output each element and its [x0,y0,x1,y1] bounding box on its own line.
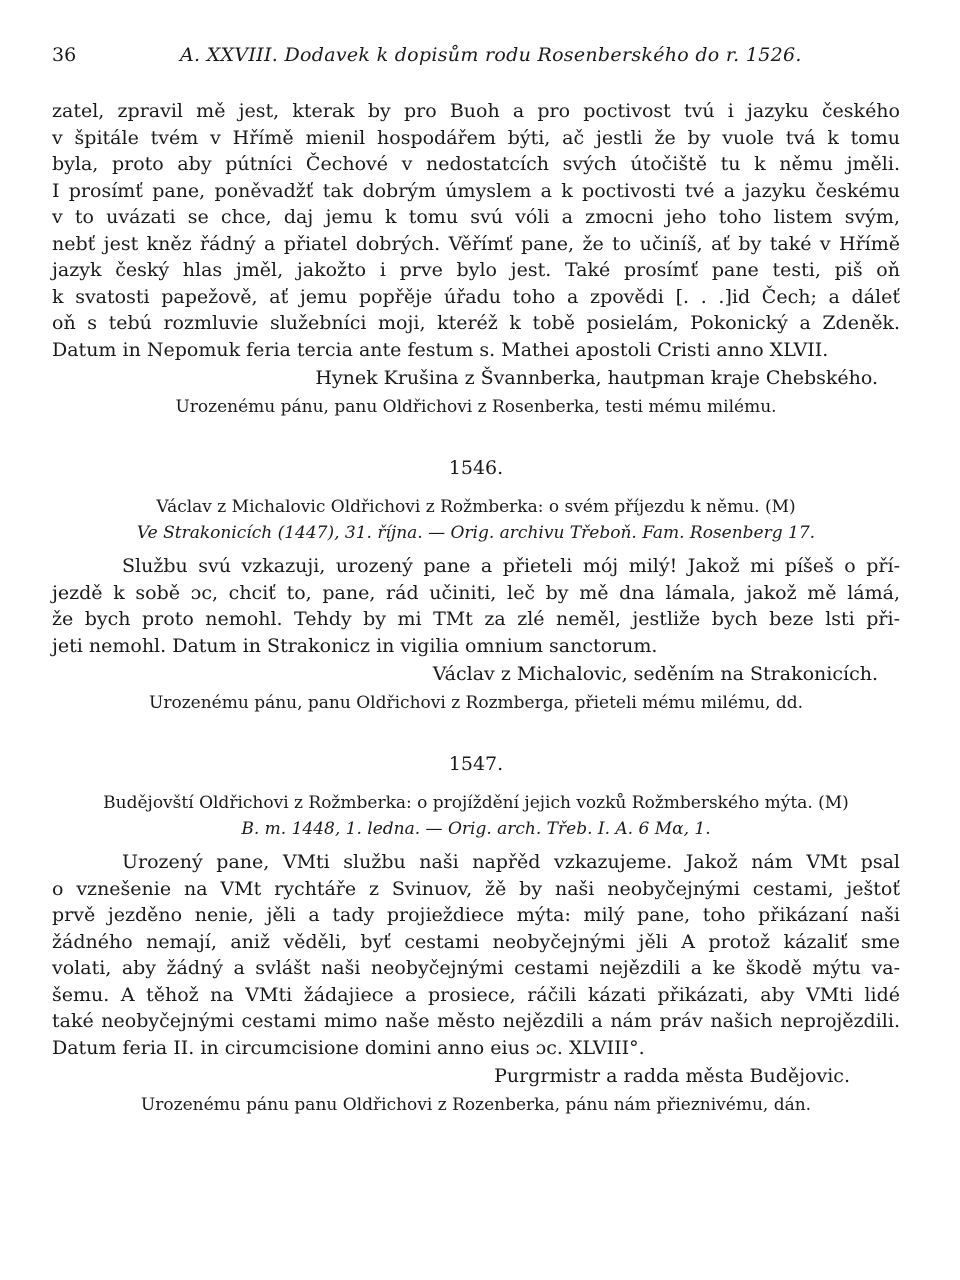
document-address: Urozenému pánu panu Oldřichovi z Rozenberka, pánu nám přieznivému, dán. [140,1095,812,1115]
document-address: Urozenému pánu, panu Oldřichovi z Rozmberga, přieteli mému milému, dd. [149,693,803,713]
letter-continued-body [52,98,900,363]
text-line: šemu. A těhož na VMti žádajiece a prosiece, ráčili kázati přikázati, aby VMti lidé [52,983,900,1006]
text-line: Urozený pane, VMti službu naši napřěd vzkazujeme. Jakož nám VMt psal [122,851,900,873]
text-line: jezdě k sobě ɔc, chciť to, pane, rád učiniti, leč by mě dna lámala, jakož mě lámá, [52,581,900,604]
document-source: B. m. 1448, 1. ledna. — Orig. arch. Třeb. I. A. 6 Mα, 1. [241,819,711,839]
document-regest: Budějovští Oldřichovi z Rožmberka: o projíždění jejich vozků Rožmberského mýta. (M) [103,793,849,813]
text-line: Službu svú vzkazuji, urozený pane a přieteli mój milý! Jakož mi píšeš o pří- [122,555,900,577]
text-line: o vznešenie na VMt rychtáře z Svinuov, žě by naši neobyčejnými cestami, ještoť [52,877,900,900]
letter-address: Urozenému pánu, panu Oldřichovi z Rosenberka, testi mému milému. [175,397,777,417]
document-signature: Václav z Michalovic, seděním na Strakonicích. [432,663,878,685]
page-number: 36 [52,44,77,66]
text-line: k svatosti papežově, ať jemu popřěje úřadu toho a zpovědi [. . .]id Čech; a dáleť [52,285,900,308]
text-line: volati, aby žádný a svlášt naši neobyčejnými cestami nejězdili a ke škodě mýtu va- [52,957,900,979]
document-number: 1547. [448,753,504,775]
document-body [52,553,900,659]
text-line: jazyk český hlas jměl, jakožto i prve bylo jest. Také prosímť pane testi, piš oň [52,259,900,281]
text-line: jeti nemohl. Datum in Strakonicz in vigilia omnium sanctorum. [52,634,658,657]
text-line: prvě jezděno nenie, jěli a tady projieždiece mýta: milý pane, toho přikázaní naši [52,904,900,926]
text-line: zatel, zpravil mě jest, kterak by pro Buoh a pro poctivost tvú i jazyku českého [52,100,900,122]
text-line: Datum in Nepomuk feria tercia ante festum s. Mathei apostoli Cristi anno XLVII. [52,338,829,361]
page-header [52,44,900,80]
text-line: nebť jest kněz řádný a přiatel dobrých. Věřímť pane, že to učiníš, ať by také v Hřímě [52,232,900,255]
running-title: A. XXVIII. Dodavek k dopisům rodu Rosenberského do r. 1526. [180,44,802,66]
letter-signature: Hynek Krušina z Švannberka, hautpman kraje Chebského. [315,367,878,389]
document-signature: Purgrmistr a radda města Budějovic. [494,1065,850,1087]
text-line: v to uvázati se chce, daj jemu k tomu svú vóli a zmocni jeho toho listem svým, [52,206,900,228]
text-line: I prosímť pane, poněvadžť tak dobrým úmyslem a k poctivosti tvé a jazyku českému [52,179,900,202]
document-number: 1546. [448,457,504,479]
text-line: byla, proto aby pútníci Čechové v nedostatcích svých útočiště tu k němu jměli. [52,153,900,175]
text-line: také neobyčejnými cestami mimo naše město nejězdili a nám práv našich neprojězdili. [52,1010,900,1032]
document-body [52,849,900,1061]
document-source: Ve Strakonicích (1447), 31. října. — Orig. archivu Třeboň. Fam. Rosenberg 17. [136,523,816,543]
document-regest: Václav z Michalovic Oldřichovi z Rožmberka: o svém příjezdu k němu. (M) [156,497,796,517]
text-line: že bych proto nemohl. Tehdy by mi TMt za zlé neměl, jestliže bych beze lsti při- [52,608,900,630]
text-line: žádného nemají, aniž věděli, byť cestami neobyčejnými jěli A protož kázaliť sme [52,930,900,953]
text-line: oň s tebú rozmluvie služebníci moji, kteréž k tobě posielám, Pokonický a Zdeněk. [52,312,900,334]
text-line: v špitále tvém v Hřímě mienil hospodářem býti, ač jestli že by vuole tvá k tomu [52,126,900,149]
text-line: Datum feria II. in circumcisione domini anno eius ɔc. XLVIII°. [52,1036,645,1059]
